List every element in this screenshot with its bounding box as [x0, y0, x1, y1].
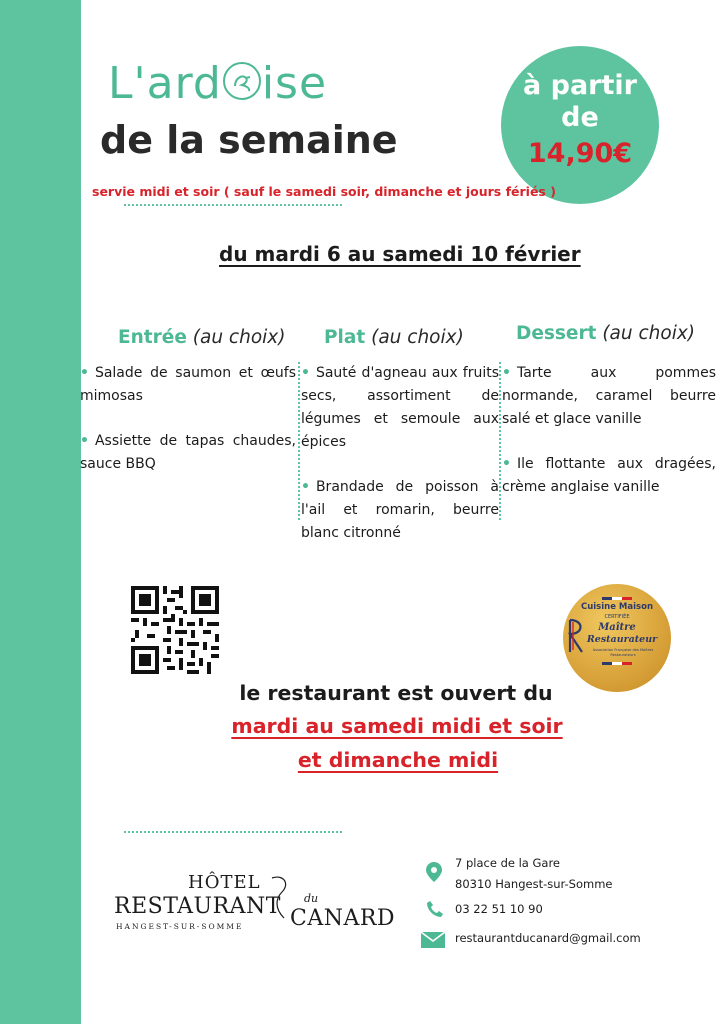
menu-item	[502, 362, 716, 431]
heading-entree-label: Entrée	[118, 327, 187, 348]
duck-logo-icon	[223, 62, 261, 100]
hotel-restaurant-logo	[114, 872, 396, 942]
menu-item-text: Tarte aux pommes normande, caramel beurre salé et glace vanille	[502, 365, 716, 427]
menu-item-text: Ile flottante aux dragées, crème anglaise vanille	[502, 456, 716, 495]
bullet-icon: •	[502, 456, 511, 472]
price-badge	[501, 46, 659, 204]
menu-item-text: Salade de saumon et œufs mimosas	[80, 365, 296, 404]
divider-top	[124, 204, 342, 206]
title-part-2: ise	[261, 58, 328, 109]
maitre-restaurateur-badge	[563, 584, 671, 692]
column-divider	[298, 362, 300, 520]
price-label-2: de	[561, 102, 599, 133]
menu-item-text: Sauté d'agneau aux fruits secs, assortiment de légumes et semoule aux épices	[301, 365, 499, 450]
menu-item	[80, 362, 296, 408]
logo-canard: CANARD	[290, 906, 396, 931]
week-period: du mardi 6 au samedi 10 février	[219, 242, 581, 266]
logo-hotel: HÔTEL	[188, 872, 261, 893]
heading-dessert-label: Dessert	[516, 323, 597, 344]
menu-item	[301, 476, 499, 545]
heading-plat-label: Plat	[324, 327, 366, 348]
bullet-icon: •	[301, 479, 310, 495]
map-pin-icon	[426, 862, 442, 882]
badge-top-label: Cuisine Maison	[580, 602, 653, 612]
phone-icon	[426, 900, 444, 918]
title-part-1: L'ard	[108, 58, 222, 109]
heading-plat-note: (au choix)	[371, 327, 464, 348]
menu-column-dessert	[502, 362, 716, 521]
bullet-icon: •	[502, 365, 511, 381]
bullet-icon: •	[80, 365, 89, 381]
heading-entree-note: (au choix)	[192, 327, 286, 348]
served-note: servie midi et soir ( sauf le samedi soir, dimanche et jours fériés )	[92, 184, 556, 199]
badge-title-2: Restaurateur	[586, 634, 658, 645]
menu-column-entree	[80, 362, 296, 498]
menu-item-text: Assiette de tapas chaudes, sauce BBQ	[80, 433, 296, 472]
phone-number[interactable]: 03 22 51 10 90	[455, 902, 543, 916]
address-line-2: 80310 Hangest-sur-Somme	[455, 877, 613, 891]
column-divider	[499, 362, 501, 520]
heading-dessert-note: (au choix)	[602, 323, 696, 344]
menu-column-plat	[301, 362, 499, 567]
price-value: 14,90€	[527, 138, 633, 169]
heading-dessert	[516, 323, 695, 344]
divider-bottom	[124, 831, 342, 833]
badge-title-1: Maître	[598, 622, 636, 633]
email-link[interactable]: restaurantducanard@gmail.com	[455, 931, 641, 945]
menu-item	[80, 430, 296, 476]
qr-code[interactable]	[131, 586, 219, 674]
side-color-band	[0, 0, 81, 1024]
logo-restaurant: RESTAURANT	[114, 894, 281, 919]
french-flag-stripe	[602, 662, 632, 665]
opening-intro: le restaurant est ouvert du	[239, 681, 553, 705]
opening-sunday: et dimanche midi	[297, 748, 499, 772]
french-flag-stripe	[602, 597, 632, 600]
menu-item-text: Brandade de poisson à l'ail et romarin, beurre blanc citronné	[301, 479, 499, 541]
heading-entree	[118, 327, 285, 348]
address-line-1: 7 place de la Gare	[455, 856, 561, 870]
envelope-icon	[421, 932, 445, 948]
menu-item	[502, 453, 716, 499]
badge-association: Association Française des Maîtres Restaurateurs	[592, 648, 654, 657]
logo-location: HANGEST-SUR-SOMME	[116, 922, 244, 931]
page-subtitle: de la semaine	[100, 118, 398, 162]
bullet-icon: •	[301, 365, 310, 381]
badge-certified: CERTIFIÉE	[604, 614, 630, 620]
duck-swirl-icon	[264, 874, 304, 924]
heading-plat	[324, 327, 464, 348]
menu-item	[301, 362, 499, 454]
opening-days: mardi au samedi midi et soir	[231, 714, 563, 738]
price-label-1: à partir	[523, 70, 637, 101]
logo-du: du	[304, 892, 319, 905]
page-title	[108, 58, 327, 109]
bullet-icon: •	[80, 433, 89, 449]
